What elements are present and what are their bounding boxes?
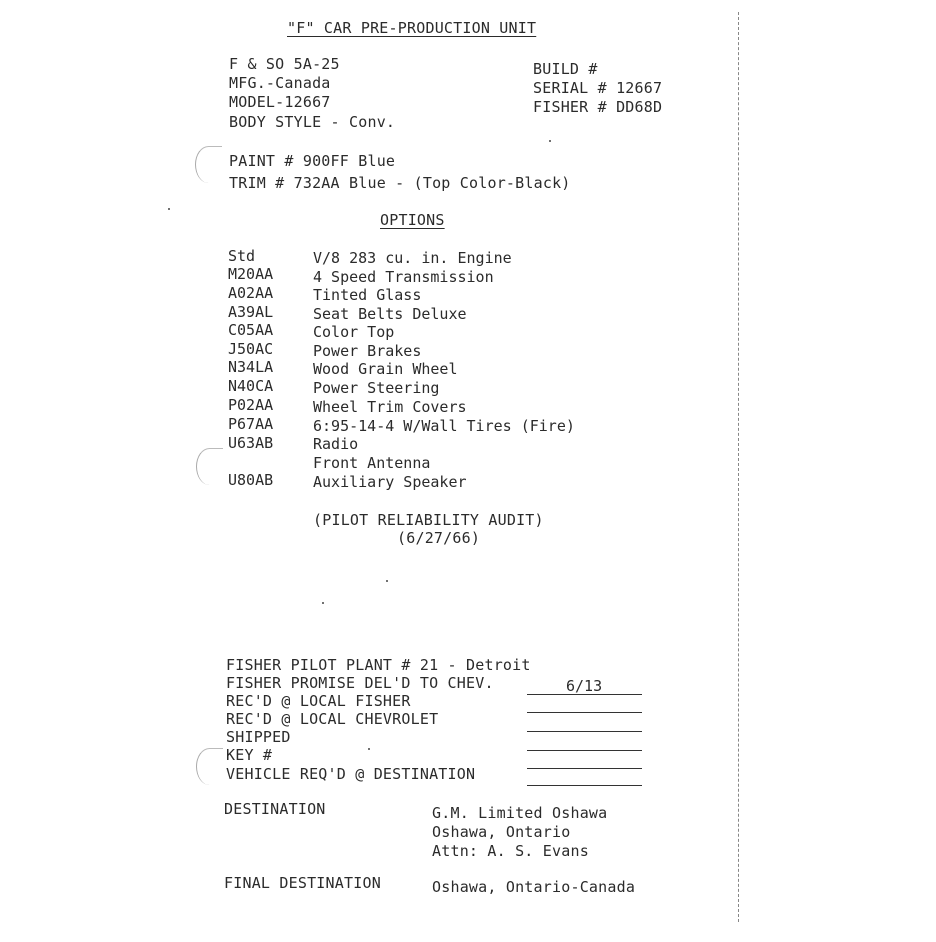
tracking-blank-line bbox=[527, 694, 642, 695]
options-heading: OPTIONS bbox=[380, 211, 445, 229]
option-description: Auxiliary Speaker bbox=[313, 473, 467, 491]
trim-code: TRIM # 732AA Blue - (Top Color-Black) bbox=[229, 174, 571, 192]
option-code: C05AA bbox=[228, 321, 274, 339]
destination-line: Attn: A. S. Evans bbox=[432, 842, 589, 860]
scan-speck bbox=[168, 208, 170, 210]
punch-hole-shadow bbox=[196, 748, 223, 785]
option-code: P67AA bbox=[228, 415, 274, 433]
option-code: J50AC bbox=[228, 340, 274, 358]
option-code: N40CA bbox=[228, 377, 274, 395]
tracking-label-key: KEY # bbox=[226, 746, 273, 764]
destination-line: G.M. Limited Oshawa bbox=[432, 804, 608, 822]
tracking-label-local-fisher: REC'D @ LOCAL FISHER bbox=[226, 692, 411, 710]
scan-speck bbox=[368, 748, 370, 750]
option-code: Std bbox=[228, 247, 256, 265]
punch-hole-shadow bbox=[195, 146, 222, 183]
tracking-blank-line bbox=[527, 712, 642, 713]
audit-note: (PILOT RELIABILITY AUDIT) bbox=[313, 511, 544, 529]
option-description: 6:95-14-4 W/Wall Tires (Fire) bbox=[313, 417, 575, 435]
option-code: U80AB bbox=[228, 471, 274, 489]
audit-date: (6/27/66) bbox=[397, 529, 481, 547]
option-code: U63AB bbox=[228, 434, 274, 452]
body-style: BODY STYLE - Conv. bbox=[229, 113, 396, 131]
manufacture-location: MFG.-Canada bbox=[229, 74, 331, 92]
page-edge-scan-mark bbox=[738, 12, 739, 922]
serial-number: SERIAL # 12667 bbox=[533, 79, 663, 97]
tracking-blank-line bbox=[527, 750, 642, 751]
option-description: Wood Grain Wheel bbox=[313, 360, 458, 378]
option-description: Front Antenna bbox=[313, 454, 431, 472]
option-code: A02AA bbox=[228, 284, 274, 302]
paint-code: PAINT # 900FF Blue bbox=[229, 152, 396, 170]
option-code: M20AA bbox=[228, 265, 274, 283]
tracking-label-local-chevrolet: REC'D @ LOCAL CHEVROLET bbox=[226, 710, 439, 728]
destination-line: Oshawa, Ontario bbox=[432, 823, 571, 841]
model-number: MODEL-12667 bbox=[229, 93, 331, 111]
final-destination-value: Oshawa, Ontario-Canada bbox=[432, 878, 636, 896]
tracking-label-vehicle-reqd: VEHICLE REQ'D @ DESTINATION bbox=[226, 765, 476, 783]
option-description: Tinted Glass bbox=[313, 286, 422, 304]
option-code: P02AA bbox=[228, 396, 274, 414]
option-description: Seat Belts Deluxe bbox=[313, 305, 467, 323]
option-description: Power Brakes bbox=[313, 342, 422, 360]
option-code: N34LA bbox=[228, 358, 274, 376]
option-code: A39AL bbox=[228, 303, 274, 321]
scan-speck bbox=[386, 580, 388, 582]
punch-hole-shadow bbox=[196, 448, 223, 485]
option-description: Radio bbox=[313, 435, 359, 453]
final-destination-label: FINAL DESTINATION bbox=[224, 874, 381, 892]
option-description: Power Steering bbox=[313, 379, 440, 397]
build-number: BUILD # bbox=[533, 60, 598, 78]
tracking-label-fisher-promise: FISHER PROMISE DEL'D TO CHEV. bbox=[226, 674, 494, 692]
tracking-value-fisher-promise: 6/13 bbox=[566, 677, 603, 695]
destination-label: DESTINATION bbox=[224, 800, 326, 818]
tracking-blank-line bbox=[527, 731, 642, 732]
order-number: F & SO 5A-25 bbox=[229, 55, 340, 73]
page-title: "F" CAR PRE-PRODUCTION UNIT bbox=[287, 19, 537, 37]
scan-speck bbox=[549, 140, 551, 142]
option-description: 4 Speed Transmission bbox=[313, 268, 494, 286]
tracking-blank-line bbox=[527, 768, 642, 769]
fisher-number: FISHER # DD68D bbox=[533, 98, 663, 116]
option-description: Color Top bbox=[313, 323, 395, 341]
pilot-plant: FISHER PILOT PLANT # 21 - Detroit bbox=[226, 656, 531, 674]
tracking-blank-line bbox=[527, 785, 642, 786]
scan-speck bbox=[322, 602, 324, 604]
option-description: V/8 283 cu. in. Engine bbox=[313, 249, 512, 267]
tracking-label-shipped: SHIPPED bbox=[226, 728, 291, 746]
option-description: Wheel Trim Covers bbox=[313, 398, 467, 416]
